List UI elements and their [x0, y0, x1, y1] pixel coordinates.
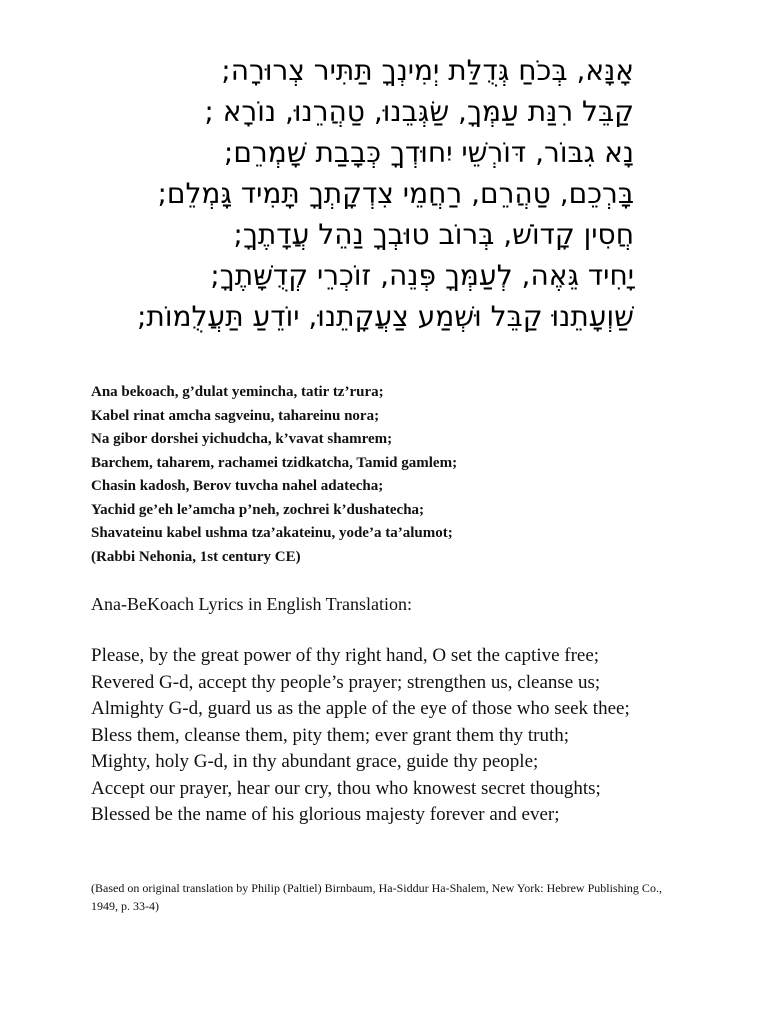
- hebrew-line-2: קַבֵּל רִנַּת עַמְּךָ, שַׂגְּבֵנוּ, טַהֲרֵנוּ, נוֹרָא ;: [204, 95, 634, 128]
- transliteration-line-3: Na gibor dorshei yichudcha, k’vavat shamrem;: [91, 431, 393, 447]
- translation-line-1: Please, by the great power of thy right hand, O set the captive free;: [91, 645, 600, 666]
- transliteration-line-5: Chasin kadosh, Berov tuvcha nahel adatecha;: [91, 478, 384, 494]
- translation-line-2: Revered G-d, accept thy people’s prayer; strengthen us, cleanse us;: [91, 671, 601, 693]
- transliteration-line-2: Kabel rinat amcha sagveinu, tahareinu nora;: [91, 407, 380, 424]
- hebrew-line-4: בָּרְכֵם, טַהֲרֵם, רַחֲמֵי צִדְקָתְךָ תָּמִיד גָּמְלֵם;: [157, 177, 634, 210]
- translation-line-7: Blessed be the name of his glorious majesty forever and ever;: [91, 804, 560, 825]
- hebrew-prayer-text: [137, 50, 634, 337]
- transliteration-text: [91, 381, 711, 569]
- source-footnote: (Based on original translation by Philip (Paltiel) Birnbaum, Ha-Siddur Ha-Shalem, New York: Hebrew Publishing Co., 1949, p. 33-4): [91, 881, 662, 913]
- hebrew-line-3: נָא גִבּוֹר, דּוֹרְשֵׁי יִחוּדְךָ כְּבָבַת שָׁמְרֵם;: [223, 136, 634, 169]
- hebrew-line-1: אָנָּא, בְּכֹחַ גְּדֻלַּת יְמִינְךָ תַּתִּיר צְרוּרָה;: [221, 54, 634, 87]
- transliteration-line-7: Shavateinu kabel ushma tza’akateinu, yode’a ta’alumot;: [91, 525, 453, 541]
- transliteration-line-4: Barchem, taharem, rachamei tzidkatcha, Tamid gamlem;: [91, 454, 458, 471]
- translation-line-4: Bless them, cleanse them, pity them; ever grant them thy truth;: [91, 724, 570, 746]
- translation-line-5: Mighty, holy G-d, in thy abundant grace, guide thy people;: [91, 751, 539, 772]
- transliteration-line-6: Yachid ge’eh le’amcha p’neh, zochrei k’dushatecha;: [91, 501, 425, 518]
- translation-heading: Ana-BeKoach Lyrics in English Translation:: [91, 594, 412, 614]
- hebrew-line-5: חֲסִין קָדוֹשׁ, בְּרוֹב טוּבְךָ נַהֵל עֲדָתֶךָ;: [233, 218, 634, 251]
- translation-line-3: Almighty G-d, guard us as the apple of the eye of those who seek thee;: [91, 698, 630, 719]
- transliteration-line-1: Ana bekoach, g’dulat yemincha, tatir tz’rura;: [91, 384, 384, 400]
- translation-line-6: Accept our prayer, hear our cry, thou who knowest secret thoughts;: [91, 777, 601, 799]
- attribution-line: (Rabbi Nehonia, 1st century CE): [91, 548, 301, 565]
- hebrew-line-6: יָחִיד גֵּאֶה, לְעַמְּךָ פְּנֵה, זוֹכְרֵי קְדֻשָּׁתֶךָ;: [210, 259, 634, 292]
- hebrew-line-7: שַׁוְעָתֵנוּ קַבֵּל וּשְׁמַע צַעֲקָתֵנוּ, יוֹדֵעַ תַּעֲלֻמוֹת;: [137, 300, 634, 333]
- english-translation-text: [91, 643, 671, 829]
